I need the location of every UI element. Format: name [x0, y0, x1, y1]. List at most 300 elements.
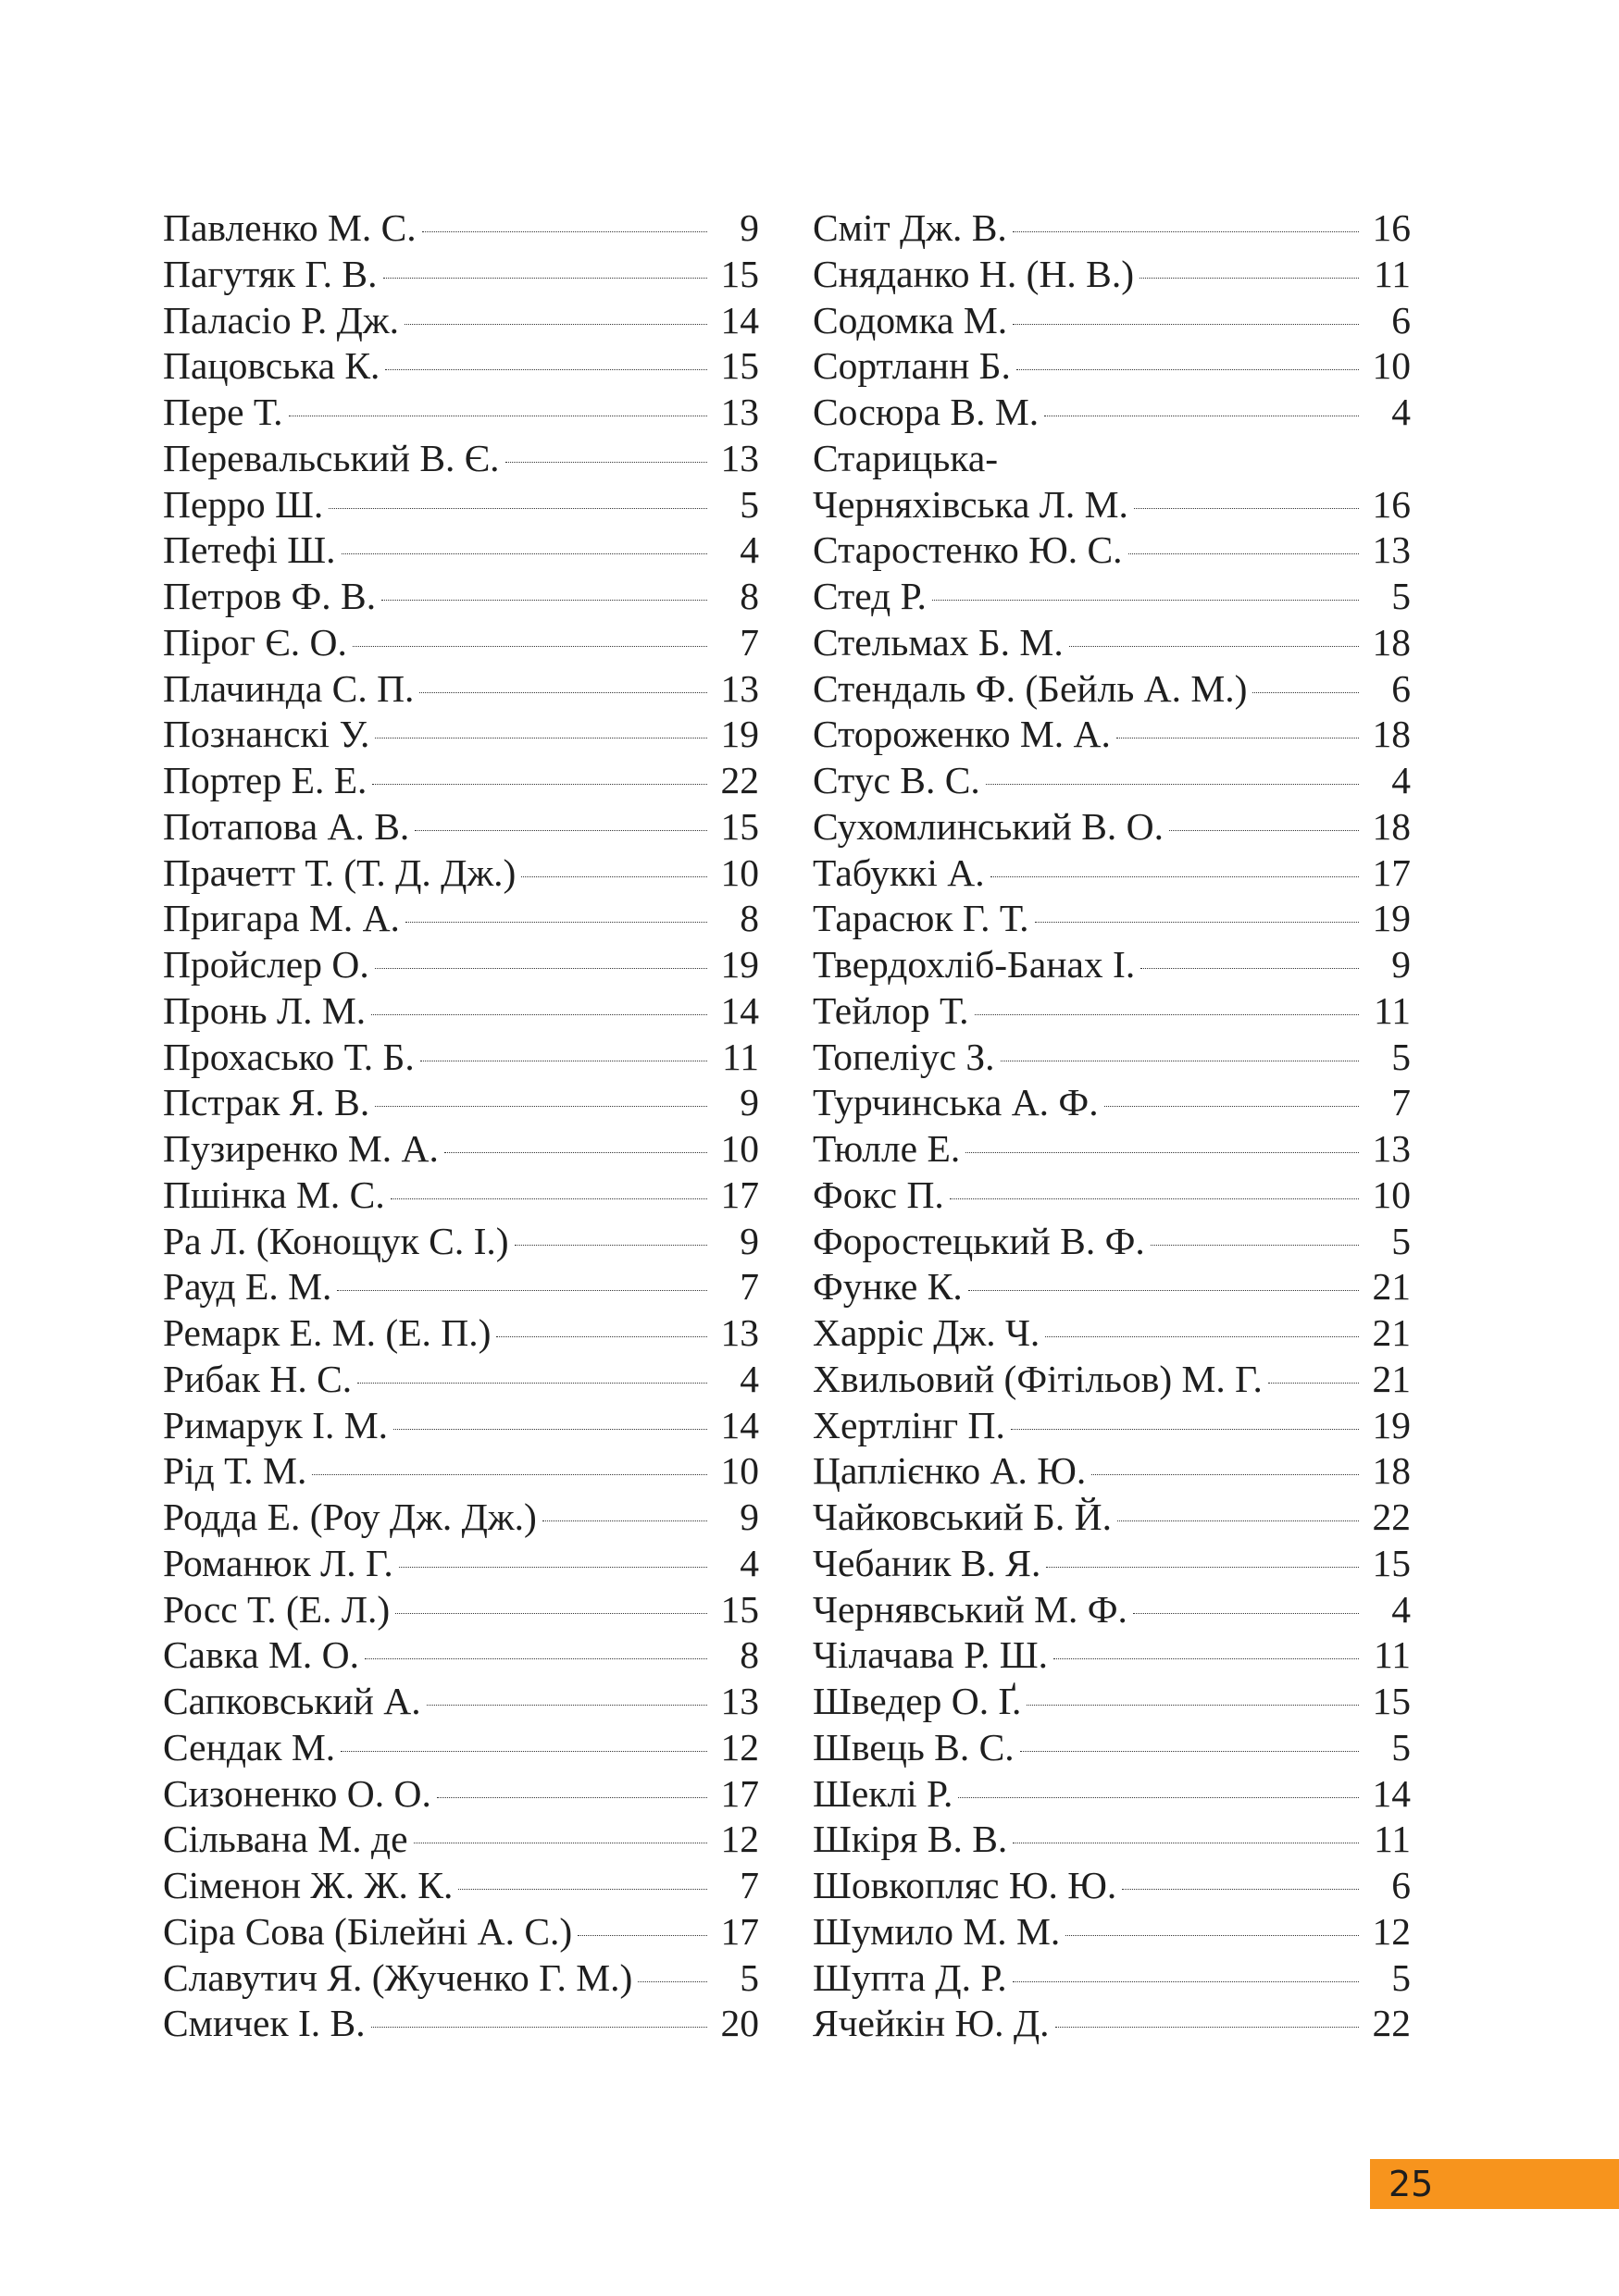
index-entry	[813, 205, 1411, 252]
dot-leader	[393, 1429, 707, 1430]
index-entry	[813, 298, 1411, 344]
index-entry-page: 5	[1391, 1219, 1411, 1262]
dot-leader	[419, 692, 707, 693]
dot-leader	[505, 462, 707, 463]
index-entry	[163, 252, 759, 298]
index-entry-page: 8	[740, 575, 759, 617]
index-entry-name: Родда Е. (Роу Дж. Дж.)	[163, 1496, 537, 1538]
index-entry-page: 13	[1372, 1127, 1411, 1170]
index-entry	[813, 1310, 1411, 1357]
index-entry-page: 15	[1372, 1680, 1411, 1722]
index-entry-name: Шумило М. М.	[813, 1909, 1061, 1953]
index-entry-name: Сапковський А.	[163, 1680, 421, 1722]
index-entry-page: 17	[720, 1771, 759, 1815]
index-entry-name: Петров Ф. В.	[163, 575, 377, 617]
index-entry-page: 21	[1372, 1311, 1411, 1354]
index-entry-name: Паласіо Р. Дж.	[163, 298, 399, 341]
index-entry-name: Потапова А. В.	[163, 804, 410, 848]
index-entry-name: Пригара М. А.	[163, 897, 400, 940]
index-entry-page: 7	[740, 620, 759, 664]
dot-leader	[342, 553, 708, 554]
index-entry-name: Старостенко Ю. С.	[813, 528, 1123, 572]
index-entry	[163, 205, 759, 252]
index-entry	[163, 1955, 759, 2002]
dot-leader	[638, 1981, 707, 1982]
index-entry-name: Черняхівська Л. М.	[813, 482, 1128, 526]
index-entry-name: Сіменон Ж. Ж. К.	[163, 1864, 454, 1906]
dot-leader	[968, 1290, 1359, 1291]
index-entry-name: Перро Ш.	[163, 482, 324, 526]
dot-leader	[1013, 1981, 1359, 1982]
index-entry-name: Пстрак Я. В.	[163, 1081, 370, 1124]
index-entry	[163, 1126, 759, 1173]
dot-leader	[1053, 1658, 1359, 1659]
index-entry	[813, 1448, 1411, 1495]
dot-leader	[427, 1705, 707, 1706]
index-entry-name: Сизоненко О. О.	[163, 1771, 431, 1815]
dot-leader	[1252, 692, 1359, 693]
index-entry-name: Фокс П.	[813, 1173, 944, 1216]
index-entry	[163, 1679, 759, 1725]
index-entry	[163, 850, 759, 897]
index-entry-page: 12	[720, 1725, 759, 1769]
index-entry-page: 13	[720, 1311, 759, 1354]
index-entry-name: Тюлле Е.	[813, 1127, 961, 1170]
index-entry-name: Пшінка М. С.	[163, 1173, 385, 1216]
index-entry-name: Сендак М.	[163, 1725, 336, 1769]
index-entry-page: 4	[1391, 759, 1411, 801]
index-entry-page: 11	[1374, 1633, 1411, 1677]
dot-leader	[965, 1152, 1359, 1153]
dot-leader	[1027, 1705, 1359, 1706]
index-entry	[163, 1403, 759, 1449]
index-entry-name: Твердохліб-Банах І.	[813, 943, 1136, 986]
index-entry-page: 12	[1372, 1909, 1411, 1953]
index-entry-page: 7	[740, 1265, 759, 1309]
dot-leader	[437, 1797, 707, 1798]
index-entry-name: Хвильовий (Фітільов) М. Г.	[813, 1357, 1263, 1400]
index-entry-page: 19	[720, 713, 759, 756]
index-entry-page: 14	[720, 298, 759, 341]
index-entry	[163, 482, 759, 528]
index-entry	[813, 574, 1411, 620]
index-entry	[813, 1495, 1411, 1541]
dot-leader	[399, 1567, 707, 1568]
index-entry-name: Пройслер О.	[163, 943, 369, 986]
index-entry-name: Пере Т.	[163, 391, 283, 433]
index-entry	[813, 804, 1411, 850]
index-entry-page: 6	[1391, 298, 1411, 341]
dot-leader	[1011, 1429, 1359, 1430]
dot-leader	[375, 968, 707, 969]
index-entry	[163, 1909, 759, 1955]
index-entry	[163, 1725, 759, 1771]
index-entry-page: 13	[720, 1680, 759, 1722]
dot-leader	[578, 1935, 707, 1936]
dot-leader	[357, 1383, 707, 1384]
index-entry-page: 4	[1391, 391, 1411, 433]
index-entry-page: 17	[720, 1909, 759, 1953]
index-entry	[813, 1126, 1411, 1173]
index-entry-name: Пацовська К.	[163, 344, 380, 388]
index-entry	[813, 1632, 1411, 1679]
dot-leader	[372, 784, 707, 785]
index-entry-name: Цаплієнко А. Ю.	[813, 1449, 1087, 1493]
index-entry-name: Стус В. С.	[813, 759, 980, 801]
index-entry	[163, 758, 759, 804]
index-entry-name: Тарасюк Г. Т.	[813, 897, 1029, 940]
index-entry-name: Савка М. О.	[163, 1633, 360, 1677]
dot-leader	[1151, 1245, 1359, 1246]
index-entry	[163, 1541, 759, 1587]
dot-leader	[1104, 1106, 1359, 1107]
index-entry-page: 4	[740, 528, 759, 572]
index-entry-name: Шеклі Р.	[813, 1771, 953, 1815]
index-entry-name: Римарук І. М.	[163, 1403, 389, 1446]
index-entry	[163, 2001, 759, 2047]
dot-leader	[375, 1106, 707, 1107]
index-entry-page: 10	[1372, 1173, 1411, 1216]
dot-leader	[1046, 1567, 1359, 1568]
index-entry-page: 13	[720, 391, 759, 433]
dot-leader	[1016, 369, 1359, 370]
index-entry-page: 17	[1372, 850, 1411, 894]
index-entry-page: 5	[1391, 1035, 1411, 1078]
dot-leader	[415, 830, 707, 831]
index-entry	[813, 1219, 1411, 1265]
index-entry-page: 16	[1372, 206, 1411, 249]
index-entry	[163, 1495, 759, 1541]
index-entry	[813, 527, 1411, 574]
index-entry-page: 21	[1372, 1357, 1411, 1400]
index-entry-name: Форостецький В. Ф.	[813, 1219, 1145, 1262]
index-entry-name: Стороженко М. А.	[813, 713, 1111, 756]
index-entry-name: Перевальський В. Є.	[163, 436, 500, 479]
index-entry-name: Чебаник В. Я.	[813, 1541, 1041, 1584]
index-entry-page: 18	[1372, 804, 1411, 848]
index-entry-page: 10	[720, 1127, 759, 1170]
index-entry-name: Славутич Я. (Жученко Г. М.)	[163, 1955, 633, 1999]
index-entry	[163, 1632, 759, 1679]
index-entry-page: 5	[1391, 1955, 1411, 1999]
index-entry-name: Рід Т. М.	[163, 1449, 307, 1493]
dot-leader	[515, 1245, 707, 1246]
dot-leader	[542, 1520, 707, 1521]
index-entry-name: Шупта Д. Р.	[813, 1955, 1007, 1999]
dot-leader	[1117, 1520, 1359, 1521]
dot-leader	[391, 1198, 707, 1199]
index-entry	[813, 1541, 1411, 1587]
dot-leader	[958, 1797, 1359, 1798]
dot-leader	[1140, 968, 1359, 969]
index-entry	[813, 1817, 1411, 1863]
index-entry-name: Сільвана М. де	[163, 1818, 408, 1861]
dot-leader	[1128, 553, 1359, 554]
dot-leader	[1055, 2027, 1359, 2028]
index-entry-name: Хертлінг П.	[813, 1403, 1005, 1446]
dot-leader	[990, 876, 1359, 877]
index-entry-page: 9	[740, 1496, 759, 1538]
index-entry	[163, 712, 759, 758]
index-entry-page: 11	[1374, 1818, 1411, 1861]
page-number: 25	[1389, 2164, 1434, 2204]
index-entry-name: Рауд Е. М.	[163, 1265, 332, 1309]
index-entry	[813, 1357, 1411, 1403]
index-entry	[813, 1725, 1411, 1771]
index-entry-name: Сіра Сова (Білейні А. С.)	[163, 1909, 573, 1953]
index-entry-page: 11	[1374, 252, 1411, 295]
index-entry	[163, 804, 759, 850]
index-entry-page: 5	[740, 1955, 759, 1999]
index-entry-page: 14	[1372, 1771, 1411, 1815]
dot-leader	[1122, 1889, 1359, 1890]
dot-leader	[1140, 278, 1359, 279]
index-entry-name: Плачинда С. П.	[163, 666, 415, 710]
index-entry-page: 7	[740, 1864, 759, 1906]
page-number-badge	[1370, 2159, 1619, 2209]
index-entry-name: Чернявський М. Ф.	[813, 1587, 1127, 1631]
index-entry-name: Пірог Є. О.	[163, 620, 347, 664]
index-entry-name: Пузиренко М. А.	[163, 1127, 439, 1170]
index-entry-name: Топеліус З.	[813, 1035, 995, 1078]
dot-leader	[1035, 922, 1360, 923]
index-entry-page: 13	[720, 666, 759, 710]
index-entry-name: Ра Л. (Конощук С. І.)	[163, 1219, 509, 1262]
dot-leader	[381, 600, 707, 601]
index-entry-name: Рибак Н. С.	[163, 1357, 353, 1400]
index-column-right	[813, 205, 1411, 2047]
index-entry-page: 19	[720, 943, 759, 986]
index-entry-name: Содомка М.	[813, 298, 1008, 341]
dot-leader	[383, 278, 708, 279]
dot-leader	[341, 1751, 707, 1752]
dot-leader	[444, 1152, 707, 1153]
dot-leader	[1065, 1935, 1359, 1936]
index-entry-page: 15	[720, 252, 759, 295]
index-entry-name: Харріс Дж. Ч.	[813, 1311, 1040, 1354]
dot-leader	[1045, 1336, 1359, 1337]
index-entry	[163, 1357, 759, 1403]
index-entry	[163, 896, 759, 942]
index-entry	[163, 527, 759, 574]
index-entry	[163, 1173, 759, 1219]
index-entry-name: Познанскі У.	[163, 713, 370, 756]
index-entry-name: Романюк Л. Г.	[163, 1541, 393, 1584]
index-entry-name: Портер Е. Е.	[163, 759, 367, 801]
index-entry	[813, 482, 1411, 528]
index-entry	[163, 988, 759, 1035]
index-entry-page: 11	[722, 1035, 759, 1078]
index-entry-name: Пронь Л. М.	[163, 988, 367, 1032]
index-entry-page: 4	[740, 1541, 759, 1584]
index-entry-page: 19	[1372, 897, 1411, 940]
index-entry-name: Прачетт Т. (Т. Д. Дж.)	[163, 850, 517, 894]
index-entry-page: 4	[1391, 1587, 1411, 1631]
dot-leader	[371, 2027, 707, 2028]
index-entry	[813, 1264, 1411, 1310]
index-entry	[813, 896, 1411, 942]
index-entry-name: Турчинська А. Ф.	[813, 1081, 1099, 1124]
dot-leader	[950, 1198, 1359, 1199]
index-entry	[813, 390, 1411, 436]
dot-leader	[405, 922, 707, 923]
index-entry-name: Сміт Дж. В.	[813, 206, 1007, 249]
index-entry-page: 15	[720, 1587, 759, 1631]
index-entry	[813, 252, 1411, 298]
index-entry	[813, 942, 1411, 988]
dot-leader	[395, 1613, 707, 1614]
index-entry-page: 22	[1372, 1496, 1411, 1538]
dot-leader	[337, 1290, 707, 1291]
index-entry	[813, 1909, 1411, 1955]
index-entry	[813, 1771, 1411, 1818]
index-entry-name: Ремарк Е. М. (Е. П.)	[163, 1311, 492, 1354]
index-entry-page: 6	[1391, 666, 1411, 710]
index-entry-name: Чайковський Б. Й.	[813, 1496, 1112, 1538]
index-entry-name: Швець В. С.	[813, 1725, 1015, 1769]
dot-leader	[1169, 830, 1359, 831]
index-entry	[813, 343, 1411, 390]
dot-leader	[1268, 1383, 1359, 1384]
index-entry-name: Стельмах Б. М.	[813, 620, 1064, 664]
index-entry	[163, 1310, 759, 1357]
index-entry-page: 9	[740, 206, 759, 249]
index-entry-page: 14	[720, 1403, 759, 1446]
index-entry	[813, 1080, 1411, 1126]
dot-leader	[932, 600, 1359, 601]
index-entry-name: Сухомлинський В. О.	[813, 804, 1164, 848]
index-entry	[813, 712, 1411, 758]
index-entry	[813, 850, 1411, 897]
index-entry-page: 22	[720, 759, 759, 801]
index-entry	[163, 1264, 759, 1310]
index-entry-page: 21	[1372, 1265, 1411, 1309]
index-entry-page: 18	[1372, 620, 1411, 664]
index-entry-name: Петефі Ш.	[163, 528, 336, 572]
index-entry-name: Смичек І. В.	[163, 2002, 366, 2045]
index-entry-page: 8	[740, 1633, 759, 1677]
index-entry-name: Шкіря В. В.	[813, 1818, 1008, 1861]
index-entry-page: 20	[720, 2002, 759, 2045]
index-entry-page: 10	[720, 1449, 759, 1493]
index-entry	[163, 1448, 759, 1495]
index-entry-name: Пагутяк Г. В.	[163, 252, 378, 295]
dot-leader	[975, 1014, 1359, 1015]
index-entry	[163, 390, 759, 436]
index-entry-page: 9	[740, 1219, 759, 1262]
index-entry-name: Шведер О. Ґ.	[813, 1680, 1022, 1722]
index-entry-name: Тейлор Т.	[813, 988, 969, 1032]
index-entry-name: Стед Р.	[813, 575, 927, 617]
index-entry	[813, 620, 1411, 666]
index-entry-name: Сосюра В. М.	[813, 391, 1040, 433]
index-entry	[813, 1863, 1411, 1909]
index-entry-page: 9	[1391, 943, 1411, 986]
index-entry	[813, 2001, 1411, 2047]
index-entry-page: 12	[720, 1818, 759, 1861]
index-entry	[813, 1955, 1411, 2002]
dot-leader	[1013, 324, 1359, 325]
dot-leader	[405, 324, 707, 325]
dot-leader	[1133, 1613, 1359, 1614]
index-entry	[813, 436, 1411, 482]
dot-leader	[353, 646, 707, 647]
index-entry-name: Росс Т. (Е. Л.)	[163, 1587, 391, 1631]
index-entry-page: 19	[1372, 1403, 1411, 1446]
dot-leader	[1134, 508, 1359, 509]
dot-leader	[371, 1014, 707, 1015]
index-entry-page: 13	[1372, 528, 1411, 572]
index-entry-name: Прохасько Т. Б.	[163, 1035, 415, 1078]
index-entry	[813, 666, 1411, 713]
index-entry-page: 10	[720, 850, 759, 894]
dot-leader	[521, 876, 707, 877]
index-entry-page: 8	[740, 897, 759, 940]
index-entry-page: 5	[1391, 575, 1411, 617]
index-entry-page: 5	[1391, 1725, 1411, 1769]
index-entry-page: 18	[1372, 1449, 1411, 1493]
dot-leader	[385, 369, 707, 370]
index-entry-page: 5	[740, 482, 759, 526]
index-entry-name: Чілачава Р. Ш.	[813, 1633, 1048, 1677]
index-entry	[813, 758, 1411, 804]
index-entry-page: 7	[1391, 1081, 1411, 1124]
dot-leader	[1091, 1474, 1359, 1475]
dot-leader	[329, 508, 707, 509]
index-entry	[813, 1173, 1411, 1219]
index-entry-page: 14	[720, 988, 759, 1032]
index-entry-name: Ячейкін Ю. Д.	[813, 2002, 1050, 2045]
index-entry	[813, 1035, 1411, 1081]
index-entry	[163, 1863, 759, 1909]
index-entry	[813, 1403, 1411, 1449]
index-entry	[163, 1587, 759, 1633]
dot-leader	[986, 784, 1359, 785]
index-entry-page: 10	[1372, 344, 1411, 388]
dot-leader	[312, 1474, 707, 1475]
dot-leader	[1020, 1751, 1359, 1752]
index-entry	[163, 1035, 759, 1081]
dot-leader	[1069, 646, 1359, 647]
index-entry-page: 15	[720, 804, 759, 848]
index-entry-page: 11	[1374, 988, 1411, 1032]
index-column-left	[163, 205, 759, 2047]
index-entry	[163, 666, 759, 713]
index-entry-name: Старицька-	[813, 436, 999, 479]
index-entry	[163, 298, 759, 344]
index-entry-page: 15	[1372, 1541, 1411, 1584]
index-entry-page: 17	[720, 1173, 759, 1216]
index-entry-name: Шовкопляс Ю. Ю.	[813, 1864, 1117, 1906]
index-entry	[163, 436, 759, 482]
index-entry-page: 15	[720, 344, 759, 388]
index-entry-name: Павленко М. С.	[163, 206, 417, 249]
index-entry-page: 16	[1372, 482, 1411, 526]
index-entry	[163, 1771, 759, 1818]
index-entry-name: Сняданко Н. (Н. В.)	[813, 252, 1135, 295]
index-entry	[163, 942, 759, 988]
index-entry-name: Табуккі А.	[813, 850, 985, 894]
index-entry-name: Функе К.	[813, 1265, 963, 1309]
index-entry-page: 13	[720, 436, 759, 479]
index-entry-page: 4	[740, 1357, 759, 1400]
index-entry	[813, 1679, 1411, 1725]
index-entry-page: 22	[1372, 2002, 1411, 2045]
index-entry	[813, 1587, 1411, 1633]
index-entry	[163, 620, 759, 666]
dot-leader	[422, 231, 707, 232]
dot-leader	[496, 1336, 707, 1337]
